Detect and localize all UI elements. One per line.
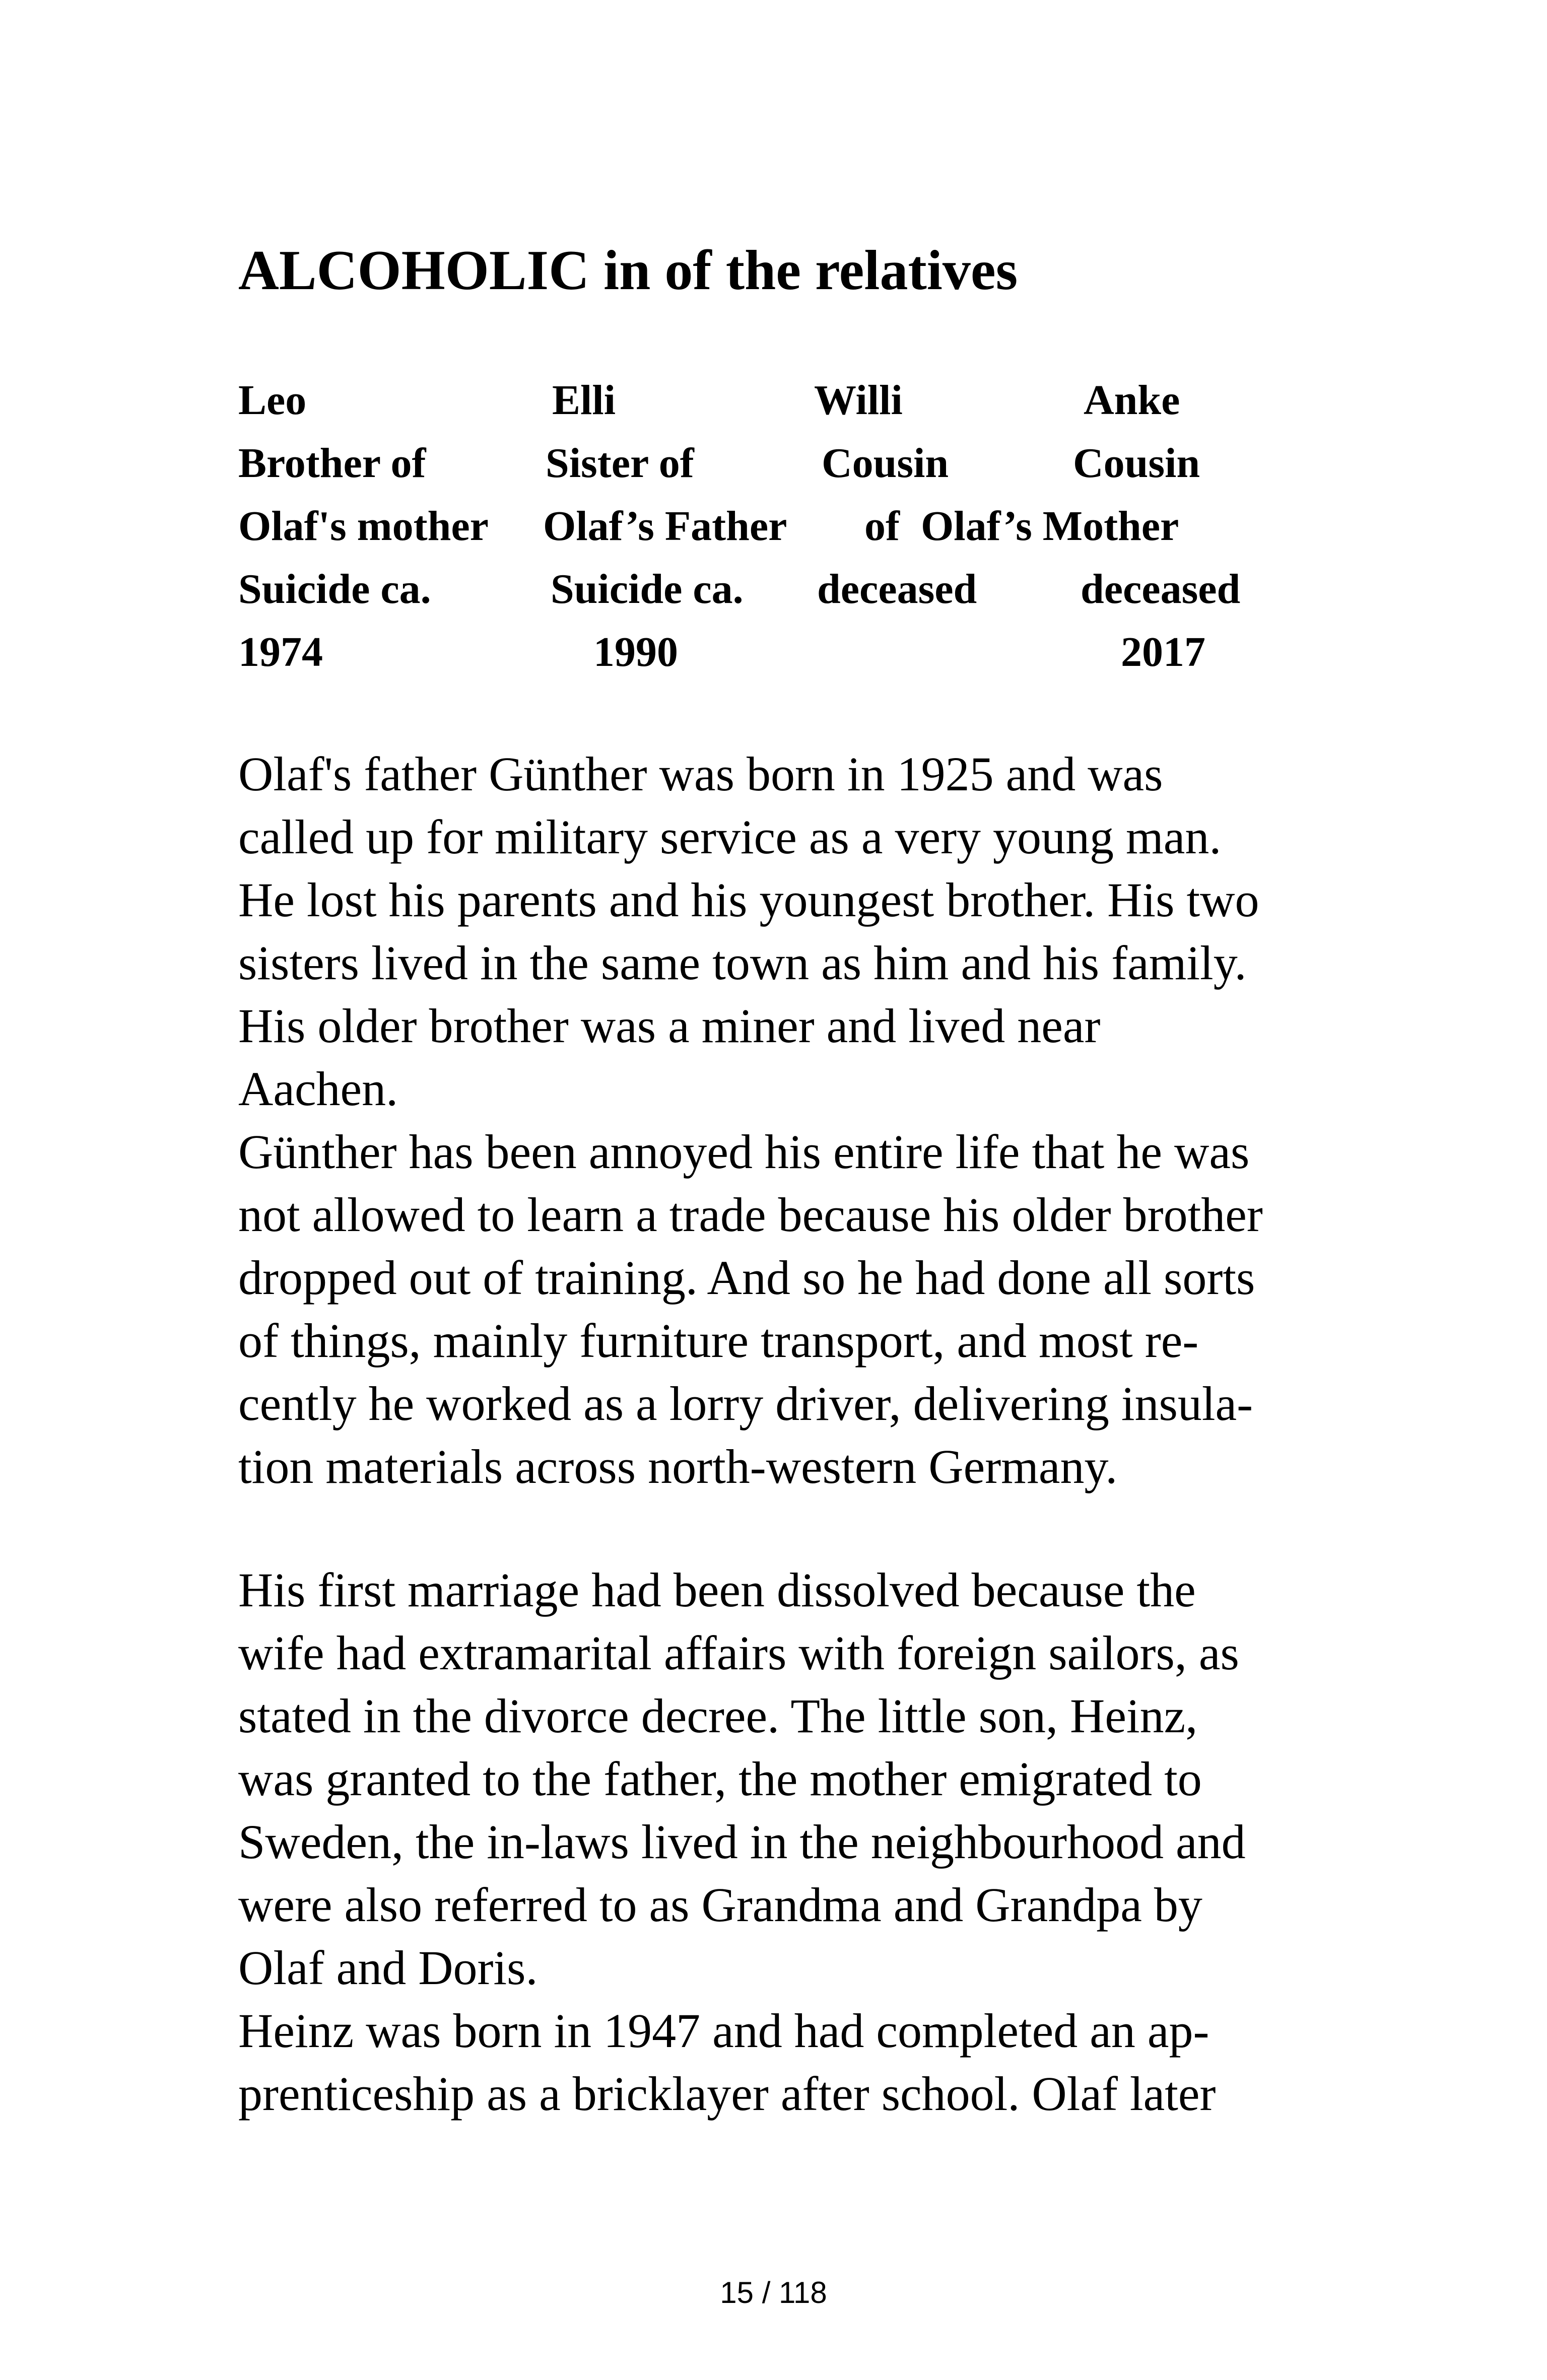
relation-target: Olaf's mother [238, 503, 489, 550]
text-line: Olaf's father Günther was born in 1925 and was [238, 747, 1163, 801]
status-label: Suicide ca. [551, 566, 744, 613]
relative-name: Leo [238, 377, 307, 424]
text-line: His first marriage had been dissolved because the [238, 1563, 1196, 1617]
text-line: Aachen. [238, 1062, 398, 1116]
text-line: Sweden, the in-laws lived in the neighbourhood and [238, 1815, 1246, 1869]
body-paragraph [238, 1558, 1498, 1999]
year-label: 2017 [1121, 629, 1205, 675]
text-line: were also referred to as Grandma and Grandpa by [238, 1878, 1202, 1932]
year-label: 1990 [593, 629, 678, 675]
relative-name: Willi [814, 377, 903, 424]
text-line: Günther has been annoyed his entire life that he was [238, 1125, 1250, 1179]
text-line: cently he worked as a lorry driver, delivering insula- [238, 1377, 1253, 1431]
text-line: not allowed to learn a trade because his older brother [238, 1188, 1263, 1242]
relation-label: Cousin [1073, 440, 1200, 487]
text-line: dropped out of training. And so he had done all sorts [238, 1251, 1255, 1305]
year-label: 1974 [238, 629, 323, 675]
status-label: Suicide ca. [238, 566, 431, 613]
text-line: Olaf and Doris. [238, 1941, 538, 1995]
status-label: deceased [817, 566, 977, 613]
relative-name: Elli [552, 377, 616, 424]
text-line: called up for military service as a very young man. [238, 810, 1222, 864]
body-paragraph [238, 1120, 1498, 1498]
relation-target: Olaf’s Father [543, 503, 787, 550]
text-line: His older brother was a miner and lived near [238, 999, 1101, 1053]
text-line: wife had extramarital affairs with foreign sailors, as [238, 1626, 1239, 1680]
text-line: stated in the divorce decree. The little son, Heinz, [238, 1689, 1198, 1743]
text-line: of things, mainly furniture transport, and most re- [238, 1314, 1199, 1368]
body-paragraph [238, 1999, 1498, 2125]
relation-label: Cousin [822, 440, 949, 487]
text-line: was granted to the father, the mother emigrated to [238, 1752, 1202, 1806]
body-paragraph [238, 742, 1498, 1120]
text-line: sisters lived in the same town as him and his family. [238, 936, 1247, 990]
status-label: deceased [1081, 566, 1241, 613]
relation-label: Sister of [546, 440, 694, 487]
page-indicator: 15 / 118 [720, 2276, 827, 2309]
relative-name: Anke [1084, 377, 1180, 424]
page-title: ALCOHOLIC in of the relatives [238, 239, 1018, 302]
text-line: Heinz was born in 1947 and had completed an ap- [238, 2004, 1209, 2058]
text-line: tion materials across north-western Germany. [238, 1440, 1118, 1493]
relation-label: Brother of [238, 440, 426, 487]
relation-target: of Olaf’s Mother [864, 503, 1179, 550]
text-line: He lost his parents and his youngest brother. His two [238, 873, 1259, 927]
text-line: prenticeship as a bricklayer after school. Olaf later [238, 2067, 1216, 2121]
